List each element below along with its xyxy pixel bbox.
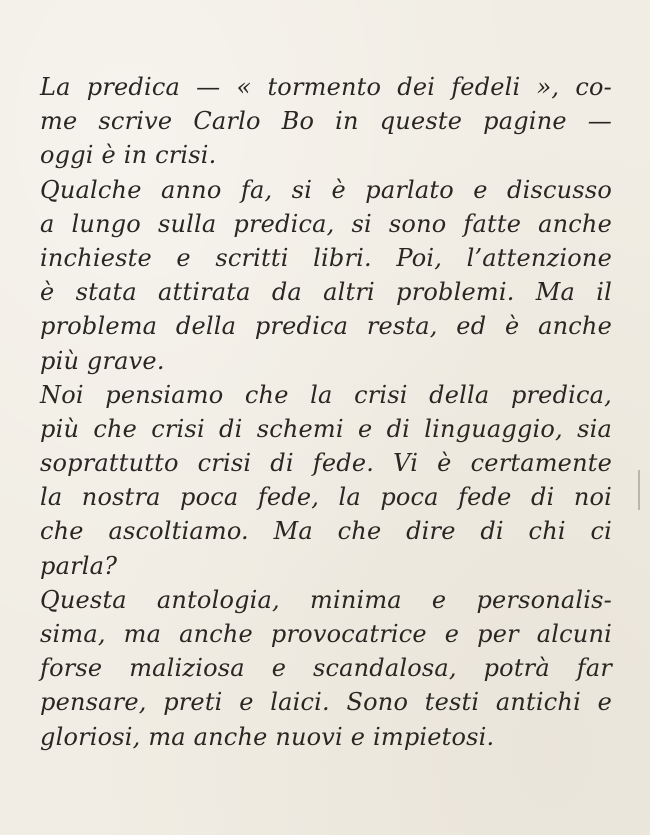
paragraph-3-line-5: che ascoltiamo. Ma che dire di chi ci [40, 517, 612, 546]
paragraph-4-line-3: forse maliziosa e scandalosa, potrà far [40, 654, 612, 683]
paragraph-4-line-1: Questa antologia, minima e personalis- [40, 585, 612, 614]
paragraph-1-line-1: La predica — « tormento dei fedeli », co- [40, 73, 612, 101]
paragraph-4-line-4: pensare, preti e laici. Sono testi antichi e [40, 688, 612, 717]
paragraph-2-line-1: Qualche anno fa, si è parlato e discusso [40, 175, 612, 204]
paragraph-2-line-3: inchieste e scritti libri. Poi, l’attenzione [40, 243, 612, 272]
paragraph-3-line-3: soprattutto crisi di fede. Vi è certamente [40, 449, 612, 478]
paragraph-2-line-4: è stata attirata da altri problemi. Ma il [40, 278, 612, 307]
paragraph-1-line-2: me scrive Carlo Bo in queste pagine — [40, 107, 612, 136]
paragraph-3-line-6: parla? [40, 551, 118, 580]
paragraph-2-line-2: a lungo sulla predica, si sono fatte anche [40, 209, 612, 238]
page-edge-mark [638, 470, 640, 510]
paragraph-1-line-3: oggi è in crisi. [40, 141, 217, 170]
paragraph-4-line-2: sima, ma anche provocatrice e per alcuni [40, 620, 612, 648]
paragraph-2-line-6: più grave. [40, 346, 165, 375]
paragraph-2-line-5: problema della predica resta, ed è anche [40, 312, 612, 341]
paragraph-3-line-1: Noi pensiamo che la crisi della predica, [40, 380, 612, 409]
paragraph-3-line-4: la nostra poca fede, la poca fede di noi [40, 483, 612, 512]
italic-text-block [40, 70, 612, 754]
paragraph-3-line-2: più che crisi di schemi e di linguaggio, sia [40, 414, 612, 443]
paragraph-4-line-5: gloriosi, ma anche nuovi e impietosi. [40, 722, 495, 751]
